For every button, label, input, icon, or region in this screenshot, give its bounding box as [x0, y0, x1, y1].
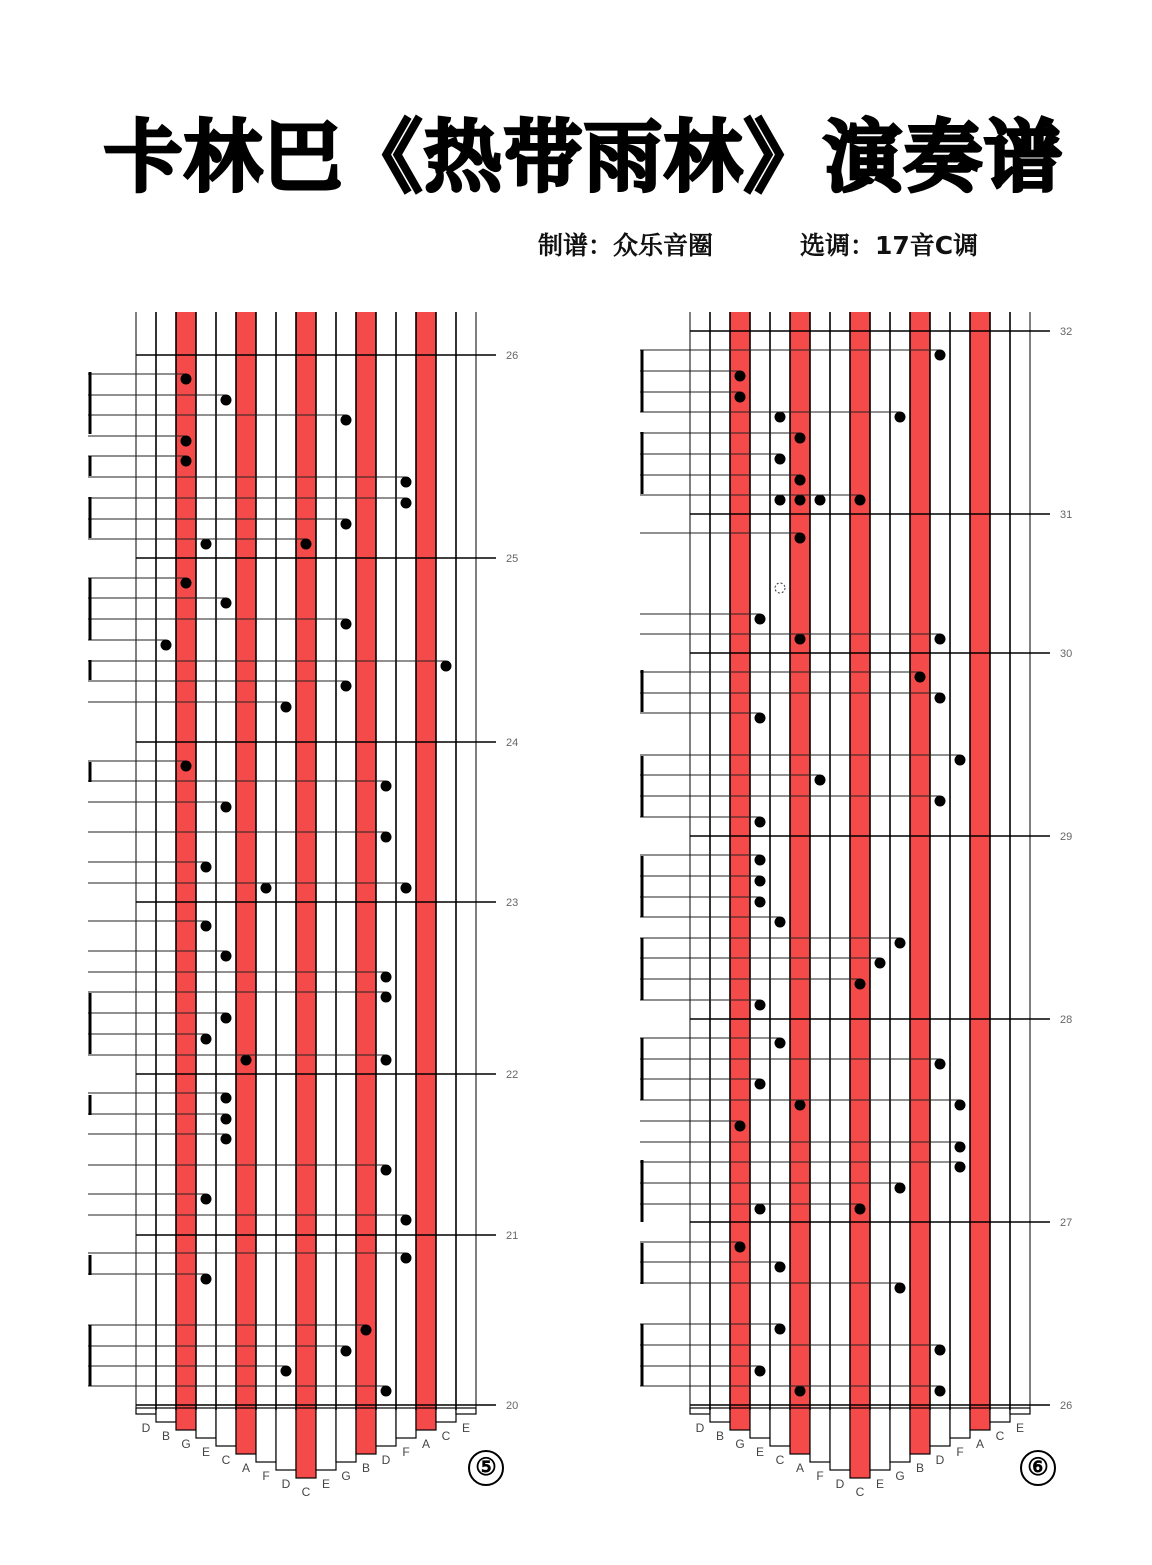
note-dot	[895, 1283, 906, 1294]
note-dot	[201, 1194, 212, 1205]
note-dot	[201, 1274, 212, 1285]
note-dot	[755, 614, 766, 625]
measure-number: 31	[1060, 509, 1073, 521]
tine-label: C	[855, 1485, 865, 1499]
measure-number: 21	[506, 1230, 519, 1242]
red-tine-B	[910, 312, 930, 1454]
note-dot	[795, 1100, 806, 1111]
measure-number: 28	[1060, 1014, 1073, 1026]
note-dot	[261, 883, 272, 894]
note-dot	[341, 415, 352, 426]
note-dot	[855, 495, 866, 506]
tine-label: B	[161, 1429, 171, 1443]
tine-label: E	[1015, 1421, 1025, 1435]
measure-number: 23	[506, 897, 519, 909]
note-dot	[955, 1162, 966, 1173]
tine-label: A	[421, 1437, 431, 1451]
tine-end	[930, 1408, 950, 1446]
kalimba-tablature-5	[0, 0, 560, 1500]
note-dot	[181, 761, 192, 772]
note-dot	[201, 862, 212, 873]
tine-end	[990, 1408, 1010, 1422]
note-dot	[955, 755, 966, 766]
note-dot	[755, 1366, 766, 1377]
score-page-5	[0, 0, 560, 1500]
note-dot	[221, 802, 232, 813]
tine-end	[236, 1408, 256, 1454]
note-dot	[735, 371, 746, 382]
tine-end	[256, 1408, 276, 1462]
note-dot	[401, 477, 412, 488]
note-dot	[735, 1242, 746, 1253]
note-dot	[381, 781, 392, 792]
tine-label: A	[975, 1437, 985, 1451]
key-signature: 选调：17音C调	[800, 231, 979, 260]
note-dot	[795, 475, 806, 486]
tine-end	[910, 1408, 930, 1454]
note-dot	[181, 436, 192, 447]
note-dot	[955, 1142, 966, 1153]
red-tine-A	[416, 312, 436, 1430]
tine-end	[690, 1408, 710, 1414]
measure-number: 25	[506, 553, 519, 565]
red-tine-A	[970, 312, 990, 1430]
tine-end	[950, 1408, 970, 1438]
note-dot	[815, 775, 826, 786]
tine-end	[376, 1408, 396, 1446]
tine-end	[356, 1408, 376, 1454]
note-dot	[795, 634, 806, 645]
note-dot	[221, 951, 232, 962]
note-dot	[935, 693, 946, 704]
note-dot	[221, 598, 232, 609]
tine-end	[456, 1408, 476, 1414]
tine-end	[136, 1408, 156, 1414]
tine-label: E	[755, 1445, 765, 1459]
tine-label: A	[795, 1461, 805, 1475]
note-dot	[755, 1079, 766, 1090]
note-dot	[301, 539, 312, 550]
note-dot	[895, 1183, 906, 1194]
tine-label: E	[875, 1477, 885, 1491]
tine-label: F	[262, 1469, 270, 1483]
tine-end	[770, 1408, 790, 1446]
open-note	[775, 583, 785, 593]
tine-label: E	[201, 1445, 211, 1459]
arranger-credit: 制谱：众乐音圈	[538, 231, 714, 260]
tine-label: C	[221, 1453, 231, 1467]
note-dot	[755, 817, 766, 828]
note-dot	[181, 456, 192, 467]
tine-label: D	[141, 1421, 151, 1435]
note-dot	[755, 713, 766, 724]
measure-number: 20	[506, 1400, 519, 1412]
note-dot	[381, 972, 392, 983]
note-dot	[221, 1114, 232, 1125]
note-dot	[795, 495, 806, 506]
tine-label: F	[816, 1469, 824, 1483]
note-dot	[935, 1345, 946, 1356]
note-dot	[875, 958, 886, 969]
note-dot	[381, 832, 392, 843]
measure-number: 32	[1060, 326, 1073, 338]
kalimba-tablature-6	[552, 0, 1112, 1500]
tine-label: A	[241, 1461, 251, 1475]
tine-end	[1010, 1408, 1030, 1414]
tine-label: D	[381, 1453, 391, 1467]
tine-end	[416, 1408, 436, 1430]
note-dot	[855, 1204, 866, 1215]
note-dot	[935, 1386, 946, 1397]
tine-label: F	[956, 1445, 964, 1459]
note-dot	[915, 672, 926, 683]
note-dot	[341, 619, 352, 630]
note-dot	[795, 533, 806, 544]
score-page-6	[552, 0, 1112, 1500]
tine-label: B	[715, 1429, 725, 1443]
note-dot	[281, 702, 292, 713]
note-dot	[201, 539, 212, 550]
tine-label: G	[735, 1437, 745, 1451]
note-dot	[775, 1262, 786, 1273]
note-dot	[775, 1324, 786, 1335]
tine-end	[970, 1408, 990, 1430]
note-dot	[755, 1000, 766, 1011]
note-dot	[221, 1093, 232, 1104]
red-tine-C	[850, 312, 870, 1478]
measure-number: 27	[1060, 1217, 1073, 1229]
measure-number: 26	[506, 350, 519, 362]
note-dot	[775, 412, 786, 423]
tine-end	[850, 1408, 870, 1478]
tine-end	[870, 1408, 890, 1470]
note-dot	[755, 876, 766, 887]
tine-label: B	[915, 1461, 925, 1475]
note-dot	[221, 1134, 232, 1145]
tine-label: G	[181, 1437, 191, 1451]
tine-label: D	[835, 1477, 845, 1491]
tine-label: G	[895, 1469, 905, 1483]
measure-number: 29	[1060, 831, 1073, 843]
tine-label: G	[341, 1469, 351, 1483]
tine-end	[890, 1408, 910, 1462]
tine-label: B	[361, 1461, 371, 1475]
note-dot	[221, 1013, 232, 1024]
note-dot	[935, 634, 946, 645]
note-dot	[855, 979, 866, 990]
note-dot	[401, 1253, 412, 1264]
note-dot	[895, 412, 906, 423]
measure-number: 26	[1060, 1400, 1073, 1412]
note-dot	[201, 921, 212, 932]
tine-label: F	[402, 1445, 410, 1459]
note-dot	[775, 1038, 786, 1049]
tine-label: E	[321, 1477, 331, 1491]
measure-number: 24	[506, 737, 519, 749]
tine-end	[790, 1408, 810, 1454]
tine-end	[336, 1408, 356, 1462]
note-dot	[775, 495, 786, 506]
note-dot	[281, 1366, 292, 1377]
tine-end	[830, 1408, 850, 1470]
note-dot	[935, 796, 946, 807]
tine-label: D	[695, 1421, 705, 1435]
red-tine-C	[296, 312, 316, 1478]
page-number-5: ⑤	[468, 1450, 504, 1486]
tine-end	[436, 1408, 456, 1422]
tine-label: D	[935, 1453, 945, 1467]
tine-end	[316, 1408, 336, 1470]
tine-end	[710, 1408, 730, 1422]
note-dot	[161, 640, 172, 651]
note-dot	[241, 1055, 252, 1066]
note-dot	[381, 1165, 392, 1176]
note-dot	[735, 1121, 746, 1132]
tine-end	[276, 1408, 296, 1470]
tine-end	[396, 1408, 416, 1438]
tine-end	[296, 1408, 316, 1478]
note-dot	[755, 1204, 766, 1215]
note-dot	[755, 855, 766, 866]
note-dot	[181, 374, 192, 385]
note-dot	[401, 498, 412, 509]
tine-end	[810, 1408, 830, 1462]
measure-number: 30	[1060, 648, 1073, 660]
note-dot	[795, 1386, 806, 1397]
tine-label: C	[995, 1429, 1005, 1443]
note-dot	[795, 433, 806, 444]
measure-number: 22	[506, 1069, 519, 1081]
note-dot	[775, 917, 786, 928]
note-dot	[341, 1346, 352, 1357]
tine-end	[196, 1408, 216, 1438]
note-dot	[221, 395, 232, 406]
note-dot	[381, 1386, 392, 1397]
note-dot	[341, 519, 352, 530]
tine-end	[216, 1408, 236, 1446]
note-dot	[381, 1055, 392, 1066]
note-dot	[441, 661, 452, 672]
note-dot	[401, 1215, 412, 1226]
page-number-6: ⑥	[1020, 1450, 1056, 1486]
tine-label: E	[461, 1421, 471, 1435]
tine-end	[156, 1408, 176, 1422]
note-dot	[361, 1325, 372, 1336]
tine-label: C	[775, 1453, 785, 1467]
red-tine-G	[176, 312, 196, 1430]
note-dot	[181, 578, 192, 589]
note-dot	[201, 1034, 212, 1045]
note-dot	[401, 883, 412, 894]
tine-end	[730, 1408, 750, 1430]
score-title: 卡林巴《热带雨林》演奏谱	[104, 113, 1065, 203]
tine-end	[176, 1408, 196, 1430]
note-dot	[935, 350, 946, 361]
note-dot	[735, 392, 746, 403]
note-dot	[955, 1100, 966, 1111]
note-dot	[935, 1059, 946, 1070]
tine-label: C	[301, 1485, 311, 1499]
tine-label: C	[441, 1429, 451, 1443]
tine-end	[750, 1408, 770, 1438]
note-dot	[341, 681, 352, 692]
note-dot	[775, 454, 786, 465]
tine-label: D	[281, 1477, 291, 1491]
note-dot	[815, 495, 826, 506]
note-dot	[895, 938, 906, 949]
note-dot	[755, 897, 766, 908]
note-dot	[381, 992, 392, 1003]
